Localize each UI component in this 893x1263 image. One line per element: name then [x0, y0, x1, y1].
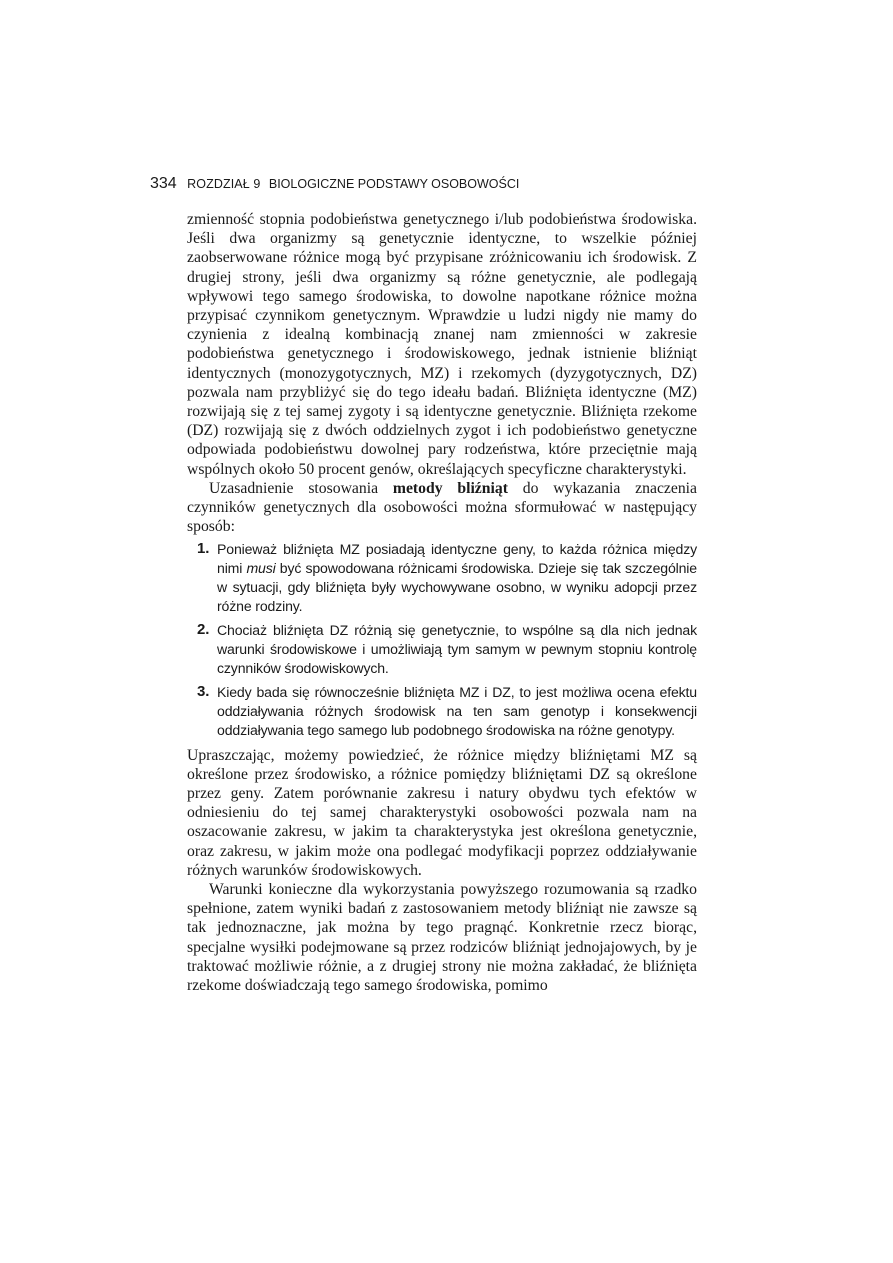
- paragraph-4: Warunki konieczne dla wykorzystania powyższego rozumowania są rzadko spełnione, zatem wyniki badań z zastosowaniem metody bliźniąt nie zawsze są tak jednoznaczne, jak można by tego pragnąć. Konkretnie rzecz biorąc, specjalne wysiłki podejmowane są przez rodziców bliźniąt jednojajowych, by je traktować możliwie różnie, a z drugiej strony nie można zakładać, że bliźnięta rzekome doświadczają tego samego środowiska, pomimo: [187, 880, 697, 994]
- list-item: [187, 683, 697, 740]
- page-number: 334: [150, 175, 177, 192]
- body-text: [187, 210, 697, 995]
- numbered-list: [187, 540, 697, 739]
- paragraph-2-end: do wykazania znaczenia czynników genetycznych dla osobowości można sformułować w następujący sposób:: [187, 479, 697, 536]
- list-item: [187, 540, 697, 616]
- chapter-title: BIOLOGICZNE PODSTAWY OSOBOWOŚCI: [268, 177, 520, 191]
- paragraph-3: Upraszczając, możemy powiedzieć, że różnice między bliźniętami MZ są określone przez środowisko, a różnice pomiędzy bliźniętami DZ są określone przez geny. Zatem porównanie zakresu i natury obydwu tych efektów w odniesieniu do tej samej charakterystyki osobowości pozwala nam na oszacowanie zakresu, w jakim ta charakterystyka jest określona genetycznie, oraz zakresu, w jakim może ona podlegać modyfikacji poprzez oddziaływanie różnych warunków środowiskowych.: [187, 746, 697, 879]
- list-item-number: 3.: [197, 682, 210, 700]
- list-item-number: 2.: [197, 621, 210, 639]
- list-item-text: Kiedy bada się równocześnie bliźnięta MZ i DZ, to jest możliwa ocena efektu oddziaływania różnych środowisk na ten sam genotyp i konsekwencji oddziaływania tego samego lub podobnego środowiska na różne genotypy.: [217, 683, 697, 738]
- list-item-text-start: Ponieważ bliźnięta MZ posiadają identyczne geny, to każda różnica między nimi: [217, 541, 697, 577]
- twin-method-term: metody bliźniąt: [392, 479, 508, 497]
- list-item-emphasis: musi: [246, 560, 276, 577]
- paragraph-2: [187, 479, 697, 537]
- list-item-text: Chociaż bliźnięta DZ różnią się genetycznie, to wspólne są dla nich jednak warunki środowiskowe i umożliwiają tym samym w pewnym stopniu kontrolę czynników środowiskowych.: [217, 622, 697, 676]
- list-item: [187, 621, 697, 678]
- paragraph-1: zmienność stopnia podobieństwa genetycznego i/lub podobieństwa środowiska. Jeśli dwa organizmy są genetycznie identyczne, to wszelkie później zaobserwowane różnice mogą być przypisane zróżnicowaniu ich środowisk. Z drugiej strony, jeśli dwa organizmy są różne genetycznie, ale podlegają wpływowi tego samego środowiska, to dowolne napotkane różnice można przypisać czynnikom genetycznym. Wprawdzie u ludzi nigdy nie mamy do czynienia z idealną kombinacją znanej nam zmienności w zakresie podobieństwa genetycznego i środowiskowego, jednak istnienie bliźniąt identycznych (monozygotycznych, MZ) i rzekomych (dyzygotycznych, DZ) pozwala nam przybliżyć się do tego ideału badań. Bliźnięta identyczne (MZ) rozwijają się z tej samej zygoty i są identyczne genetycznie. Bliźnięta rzekome (DZ) rozwijają się z dwóch oddzielnych zygot i ich podobieństwo genetyczne odpowiada podobieństwu dowolnej pary rodzeństwa, które przeciętnie mają wspólnych około 50 procent genów, określających specyficzne charakterystyki.: [187, 211, 697, 478]
- chapter-label: ROZDZIAŁ 9: [187, 177, 261, 191]
- paragraph-2-start: Uzasadnienie stosowania: [209, 479, 393, 497]
- list-item-text-end: być spowodowana różnicami środowiska. Dzieje się tak szczególnie w sytuacji, gdy bliźnięta były wychowywane osobno, w wyniku adopcji przez różne rodziny.: [217, 560, 697, 615]
- running-head: [150, 175, 710, 193]
- list-item-number: 1.: [197, 540, 210, 558]
